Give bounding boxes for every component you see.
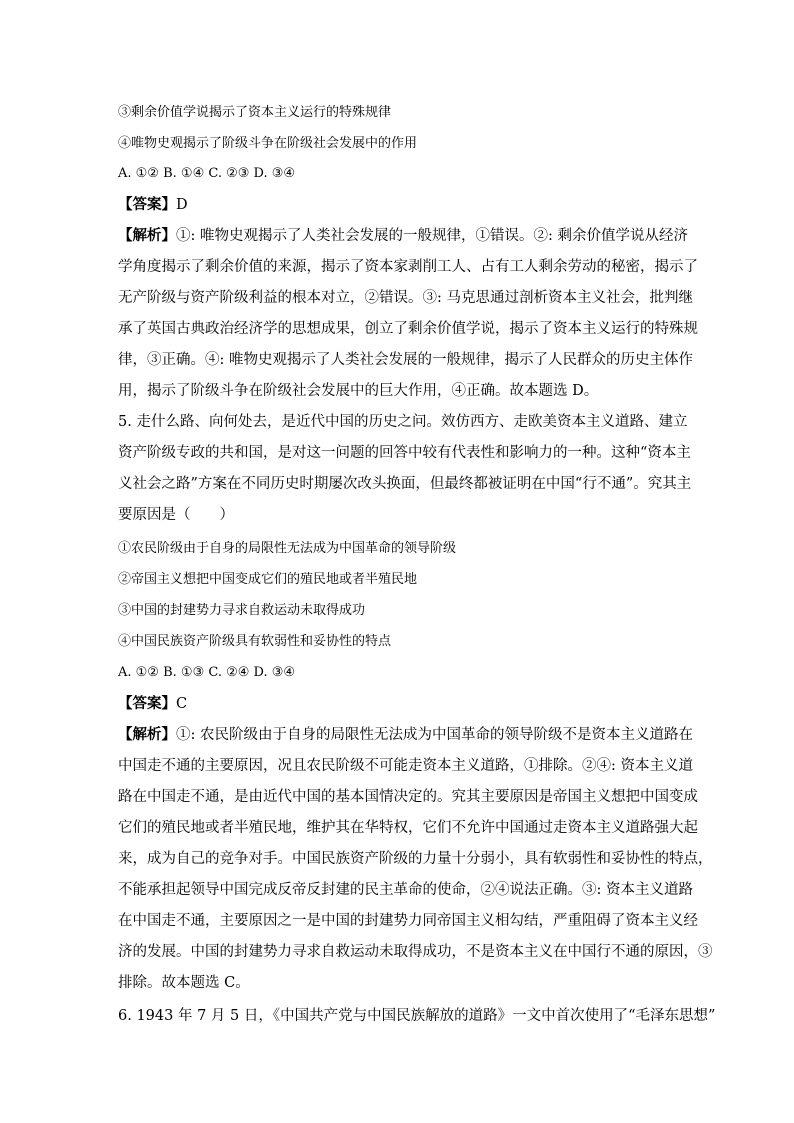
q4-answer-label: 【答案】 <box>118 196 176 213</box>
q4-analysis-line-5: 律，③正确。④: 唯物史观揭示了人类社会发展的一般规律，揭示了人民群众的历史主体作 <box>118 352 693 368</box>
q5-stem-line-1: 5. 走什么路、向何处去，是近代中国的历史之问。效仿西方、走欧美资本主义道路、建立 <box>118 414 688 430</box>
q4-analysis-label: 【解析】 <box>118 227 176 244</box>
q5-stem-line-4: 要原因是（ ） <box>118 507 234 523</box>
q5-analysis-line-7: 在中国走不通，主要原因之一是中国的封建势力同帝国主义相勾结，严重阻碍了资本主义经 <box>118 913 698 929</box>
q5-analysis-line-3: 路在中国走不通，是由近代中国的基本国情决定的。究其主要原因是帝国主义想把中国变成 <box>118 789 698 805</box>
q4-option-4: ④唯物史观揭示了阶级斗争在阶级社会发展中的作用 <box>118 136 418 151</box>
q4-answer-value: D <box>176 197 188 213</box>
q6-stem-line-1: 6. 1943 年 7 月 5 日，《中国共产党与中国民族解放的道路》一文中首次使用了“毛泽东思想” <box>118 1008 716 1024</box>
q4-choices: A. ①② B. ①④ C. ②③ D. ③④ <box>118 166 296 181</box>
q5-answer-label: 【答案】 <box>118 695 176 712</box>
q4-answer <box>118 198 188 213</box>
q5-analysis-line-5: 来，成为自己的竞争对手。中国民族资产阶级的力量十分弱小，具有软弱性和妥协性的特点， <box>118 851 713 867</box>
q5-choices: A. ①② B. ①③ C. ②④ D. ③④ <box>118 665 296 680</box>
q5-answer-value: C <box>176 696 188 712</box>
q5-analysis-line-1: 【解析】①: 农民阶级由于自身的局限性无法成为中国革命的领导阶级不是资本主义道路在 <box>118 726 693 743</box>
q5-stem-line-2: 资产阶级专政的共和国，是对这一问题的回答中较有代表性和影响力的一种。这种“资本主 <box>118 445 691 461</box>
q5-analysis-label: 【解析】 <box>118 726 176 743</box>
q4-analysis-line-3: 无产阶级与资产阶级利益的根本对立，②错误。③: 马克思通过剖析资本主义社会，批判继 <box>118 290 693 306</box>
q5-analysis-line-6: 不能承担起领导中国完成反帝反封建的民主革命的使命，②④说法正确。③: 资本主义道路 <box>118 882 693 898</box>
q5-analysis-line-9: 排除。故本题选 C。 <box>118 975 250 991</box>
q4-option-3: ③剩余价值学说揭示了资本主义运行的特殊规律 <box>118 105 392 120</box>
q5-option-2: ②帝国主义想把中国变成它们的殖民地或者半殖民地 <box>118 572 418 587</box>
q4-analysis-line-1: 【解析】①: 唯物史观揭示了人类社会发展的一般规律，①错误。②: 剩余价值学说从经济 <box>118 227 688 244</box>
q5-option-1: ①农民阶级由于自身的局限性无法成为中国革命的领导阶级 <box>118 541 457 556</box>
q4-analysis-line-6: 用，揭示了阶级斗争在阶级社会发展中的巨大作用，④正确。故本题选 D。 <box>118 383 599 399</box>
q4-analysis-line-2: 学角度揭示了剩余价值的来源，揭示了资本家剥削工人、占有工人剩余劳动的秘密，揭示了 <box>118 259 698 275</box>
q5-analysis-line-8: 济的发展。中国的封建势力寻求自救运动未取得成功，不是资本主义在中国行不通的原因，③ <box>118 944 713 960</box>
q5-option-3: ③中国的封建势力寻求自救运动未取得成功 <box>118 603 366 618</box>
q4-analysis-line-4: 承了英国古典政治经济学的思想成果，创立了剩余价值学说，揭示了资本主义运行的特殊规 <box>118 321 698 337</box>
q5-analysis-line-2: 中国走不通的主要原因，况且农民阶级不可能走资本主义道路，①排除。②④: 资本主义道 <box>118 758 693 774</box>
q5-analysis-line-4: 它们的殖民地或者半殖民地，维护其在华特权，它们不允许中国通过走资本主义道路强大起 <box>118 820 698 836</box>
q5-answer <box>118 697 187 712</box>
q5-stem-line-3: 义社会之路”方案在不同历史时期屡次改头换面，但最终都被证明在中国“行不通”。究其主 <box>118 476 692 492</box>
q5-option-4: ④中国民族资产阶级具有软弱性和妥协性的特点 <box>118 634 392 649</box>
